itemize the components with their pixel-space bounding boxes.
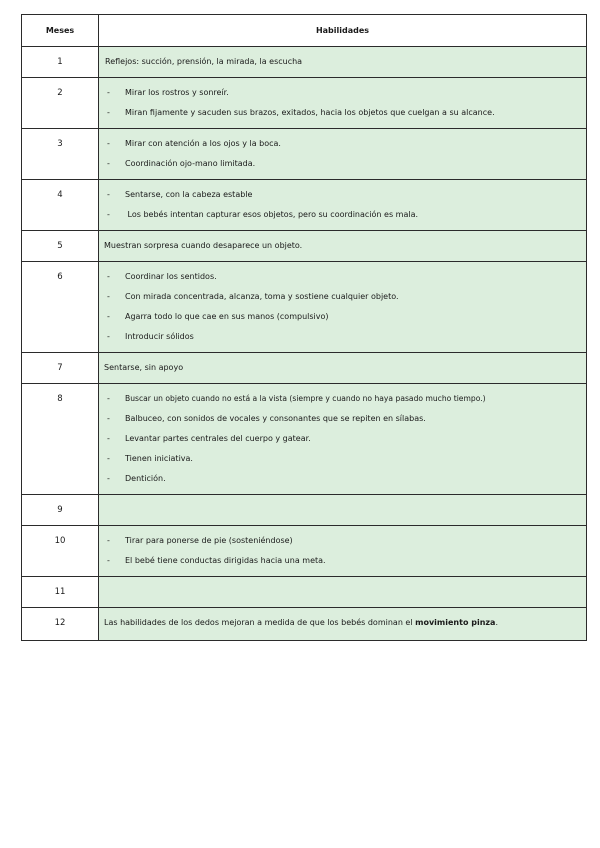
table-row (22, 526, 587, 577)
skill-text: Miran fijamente y sacuden sus brazos, exitados, hacia los objetos que cuelgan a su alcance. (125, 108, 495, 117)
table-row (22, 47, 587, 78)
development-table (21, 14, 587, 641)
list-item: - Sentarse, con la cabeza estable (107, 190, 253, 199)
skill-text: Los bebés intentan capturar esos objetos, pero su coordinación es mala. (125, 210, 419, 219)
skill-text: Con mirada concentrada, alcanza, toma y sostiene cualquier objeto. (125, 292, 399, 301)
month-cell: 5 (22, 231, 99, 262)
list-item: - El bebé tiene conductas dirigidas hacia una meta. (107, 556, 326, 565)
month-cell: 1 (22, 47, 99, 78)
list-item: - Tienen iniciativa. (107, 454, 193, 463)
skill-text: Tienen iniciativa. (125, 454, 193, 463)
list-item: - Mirar con atención a los ojos y la boca. (107, 139, 281, 148)
list-item: - Dentición. (107, 474, 166, 483)
skills-cell (99, 384, 587, 495)
skill-highlight: movimiento pinza (415, 618, 496, 627)
list-item: - Buscar un objeto cuando no está a la vista (siempre y cuando no haya pasado mucho tiempo.) (107, 394, 486, 403)
skill-suffix: . (495, 618, 498, 627)
skill-text: Muestran sorpresa cuando desaparece un objeto. (104, 241, 303, 250)
skills-cell (99, 180, 587, 231)
header-months: Meses (22, 15, 99, 47)
skills-cell (99, 608, 587, 641)
skills-cell (99, 577, 587, 608)
month-cell: 2 (22, 78, 99, 129)
skills-cell (99, 495, 587, 526)
skill-text: Mirar los rostros y sonreír. (125, 88, 229, 97)
month-cell: 7 (22, 353, 99, 384)
skills-cell (99, 47, 587, 78)
skill-text: Levantar partes centrales del cuerpo y gatear. (125, 434, 311, 443)
table-row (22, 180, 587, 231)
skill-text: Mirar con atención a los ojos y la boca. (125, 139, 281, 148)
month-cell: 4 (22, 180, 99, 231)
skill-text: Buscar un objeto cuando no está a la vista (siempre y cuando no haya pasado mucho tiempo.) (125, 394, 486, 403)
skills-cell (99, 231, 587, 262)
list-item: - Miran fijamente y sacuden sus brazos, exitados, hacia los objetos que cuelgan a su alcance. (107, 108, 495, 117)
skill-text: Las habilidades de los dedos mejoran a medida de que los bebés dominan el (104, 618, 416, 627)
skill-text: El bebé tiene conductas dirigidas hacia una meta. (125, 556, 326, 565)
table-row (22, 129, 587, 180)
list-item: - Introducir sólidos (107, 332, 194, 341)
header-skills: Habilidades (99, 15, 587, 47)
list-item: - Coordinar los sentidos. (107, 272, 217, 281)
table-row (22, 262, 587, 353)
skills-cell (99, 262, 587, 353)
table-row (22, 78, 587, 129)
skill-text: Tirar para ponerse de pie (sosteniéndose) (125, 536, 293, 545)
month-cell: 12 (22, 608, 99, 641)
skill-text: Agarra todo lo que cae en sus manos (compulsivo) (125, 312, 329, 321)
header-row (22, 15, 587, 47)
skills-cell (99, 353, 587, 384)
list-item: - Mirar los rostros y sonreír. (107, 88, 229, 97)
month-cell: 11 (22, 577, 99, 608)
list-item: - Los bebés intentan capturar esos objetos, pero su coordinación es mala. (107, 210, 419, 219)
table-row (22, 577, 587, 608)
month-cell: 10 (22, 526, 99, 577)
list-item: - Con mirada concentrada, alcanza, toma y sostiene cualquier objeto. (107, 292, 399, 301)
skills-cell (99, 526, 587, 577)
list-item: - Tirar para ponerse de pie (sosteniéndose) (107, 536, 293, 545)
table-row (22, 495, 587, 526)
table-row (22, 608, 587, 641)
skill-text: Coordinar los sentidos. (125, 272, 217, 281)
list-item: - Agarra todo lo que cae en sus manos (compulsivo) (107, 312, 329, 321)
month-cell: 9 (22, 495, 99, 526)
skill-text: Introducir sólidos (125, 332, 194, 341)
list-item: - Balbuceo, con sonidos de vocales y consonantes que se repiten en sílabas. (107, 414, 426, 423)
month-cell: 3 (22, 129, 99, 180)
skill-text: Coordinación ojo-mano limitada. (125, 159, 256, 168)
table-row (22, 353, 587, 384)
skill-text: Reflejos: succión, prensión, la mirada, la escucha (105, 57, 303, 66)
skill-text: Sentarse, sin apoyo (104, 363, 184, 372)
month-cell: 8 (22, 384, 99, 495)
list-item: - Coordinación ojo-mano limitada. (107, 159, 256, 168)
skill-text: Dentición. (125, 474, 166, 483)
month-cell: 6 (22, 262, 99, 353)
skill-text: Balbuceo, con sonidos de vocales y consonantes que se repiten en sílabas. (125, 414, 426, 423)
skills-cell (99, 78, 587, 129)
table-row (22, 231, 587, 262)
skills-cell (99, 129, 587, 180)
list-item: - Levantar partes centrales del cuerpo y gatear. (107, 434, 311, 443)
skill-text: Sentarse, con la cabeza estable (125, 190, 253, 199)
table-row (22, 384, 587, 495)
